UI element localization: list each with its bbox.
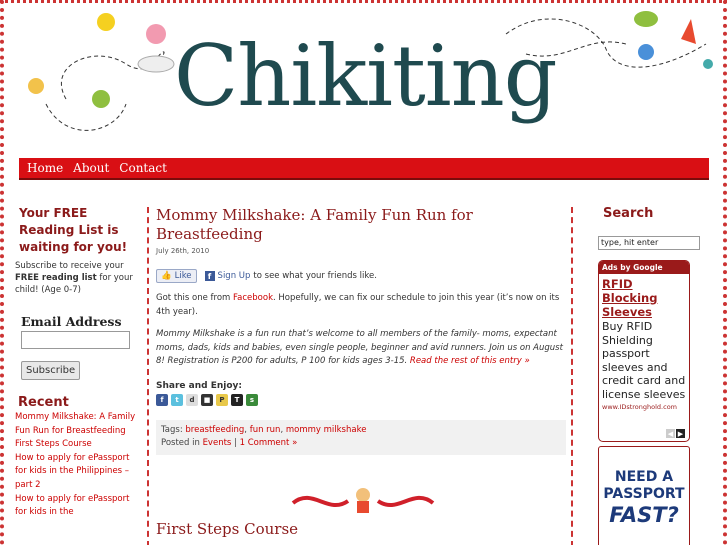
category-link[interactable]: Events bbox=[202, 438, 232, 448]
search-title: Search bbox=[603, 206, 654, 221]
p1-text-b: . Hopefully, we can fix our schedule to join this year (it’s now on its 4th year). bbox=[156, 293, 560, 317]
recent-list bbox=[14, 411, 139, 520]
passport-ad[interactable] bbox=[598, 446, 690, 545]
share-title: Share and Enjoy: bbox=[156, 380, 242, 391]
recent-item[interactable]: Mommy Milkshake: A Family Fun Run for Breastfeeding bbox=[15, 412, 136, 436]
nav-home[interactable]: Home bbox=[27, 161, 64, 175]
site-title[interactable]: Chikiting bbox=[174, 27, 557, 125]
ad2-line-2: PASSPORT bbox=[603, 486, 685, 502]
technorati-icon[interactable]: T bbox=[231, 394, 243, 406]
stumbleupon-icon[interactable]: s bbox=[246, 394, 258, 406]
post-title[interactable]: Mommy Milkshake: A Family Fun Run for Breastfeeding bbox=[156, 206, 473, 243]
fb-text: to see what your friends like. bbox=[253, 271, 377, 281]
fb-like-button[interactable] bbox=[156, 269, 197, 283]
facebook-icon: f bbox=[205, 271, 215, 281]
posted-in-line bbox=[161, 437, 561, 451]
post-title-2[interactable]: First Steps Course bbox=[156, 519, 299, 538]
blogger-icon[interactable]: P bbox=[216, 394, 228, 406]
reading-list-title: Your FREE Reading List is waiting for you! bbox=[19, 206, 128, 254]
delicious-icon[interactable]: ■ bbox=[201, 394, 213, 406]
ad-nav bbox=[666, 429, 685, 438]
post-divider bbox=[288, 485, 566, 520]
passport-ad-text bbox=[599, 447, 689, 527]
email-field[interactable] bbox=[21, 331, 130, 349]
share-icons bbox=[156, 394, 566, 406]
right-sidebar bbox=[598, 205, 708, 545]
tags-line: Tags: breastfeeding, fun run, mommy milkshake bbox=[161, 424, 367, 435]
facebook-widget bbox=[156, 269, 566, 283]
right-divider bbox=[571, 207, 573, 545]
ad-url[interactable]: www.IDstronghold.com bbox=[602, 403, 678, 411]
digg-icon[interactable]: d bbox=[186, 394, 198, 406]
p1-text-a: Got this one from bbox=[156, 293, 234, 303]
comments-link[interactable]: 1 Comment » bbox=[239, 438, 298, 448]
nav-contact[interactable]: Contact bbox=[119, 161, 167, 175]
ad-header: Ads by Google bbox=[599, 261, 689, 274]
subscribe-button[interactable]: Subscribe bbox=[21, 361, 80, 380]
tags-label: Tags: bbox=[161, 424, 186, 435]
facebook-link[interactable]: Facebook bbox=[233, 293, 273, 303]
google-ad[interactable] bbox=[598, 260, 690, 442]
recent-item[interactable]: How to apply for ePassport for kids in the Philippines – part 2 bbox=[15, 452, 130, 490]
twitter-icon[interactable]: t bbox=[171, 394, 183, 406]
reading-list-text bbox=[14, 260, 139, 296]
reading-text-1: Subscribe to receive your bbox=[15, 261, 124, 271]
recent-item[interactable]: First Steps Course bbox=[15, 439, 92, 450]
search-input[interactable]: type, hit enter bbox=[598, 236, 700, 250]
sun-icon bbox=[97, 13, 115, 31]
tag-link[interactable]: fun run bbox=[249, 424, 281, 435]
post-paragraph-2 bbox=[156, 328, 566, 369]
fb-signup bbox=[205, 271, 377, 281]
fb-like-label: Like bbox=[174, 271, 192, 281]
ribbon-divider-icon bbox=[288, 485, 438, 517]
post-date: July 26th, 2010 bbox=[156, 247, 210, 255]
left-divider bbox=[147, 207, 149, 545]
main-nav bbox=[19, 158, 709, 180]
tag-link[interactable]: breastfeeding bbox=[185, 424, 245, 435]
email-label: Email Address bbox=[21, 314, 122, 329]
next-arrow-icon[interactable]: ▶ bbox=[677, 429, 684, 438]
left-sidebar bbox=[14, 205, 139, 520]
meta-separator: | bbox=[231, 438, 240, 448]
read-more-link[interactable]: Read the rest of this entry » bbox=[409, 356, 530, 366]
reading-text-bold: FREE reading list bbox=[15, 273, 97, 283]
fb-signup-link[interactable]: Sign Up bbox=[217, 271, 251, 281]
facebook-icon[interactable]: f bbox=[156, 394, 168, 406]
site-header bbox=[6, 4, 721, 156]
thumbs-up-icon: 👍 bbox=[161, 271, 172, 281]
reading-text-2: for your child! (Age 0-7) bbox=[15, 273, 133, 295]
tag-link[interactable]: mommy milkshake bbox=[285, 424, 367, 435]
p2-text: Mommy Milkshake is a fun run that’s welcome to all members of the family- moms, expectant moms, dads, kids and babies, even single people, beginner and avid runners. Join us on August 8! Registration is P200 for adults, P 100 for kids ages 3-15. bbox=[156, 329, 563, 366]
recent-title: Recent bbox=[18, 395, 69, 410]
post-meta bbox=[156, 420, 566, 455]
recent-item[interactable]: How to apply for ePassport for kids in the bbox=[15, 493, 130, 518]
ad-text: Buy RFID Shielding passport sleeves and credit card and license sleeves bbox=[602, 320, 686, 401]
ad2-line-3: FAST? bbox=[609, 503, 679, 527]
post-paragraph-1 bbox=[156, 292, 566, 319]
prev-arrow-icon[interactable]: ◀ bbox=[667, 429, 674, 438]
main-content bbox=[156, 206, 566, 538]
nav-about[interactable]: About bbox=[73, 161, 110, 175]
posted-in-label: Posted in bbox=[161, 438, 203, 448]
ad2-line-1: NEED A bbox=[614, 469, 674, 485]
ad-link[interactable]: RFID Blocking Sleeves bbox=[602, 277, 658, 319]
